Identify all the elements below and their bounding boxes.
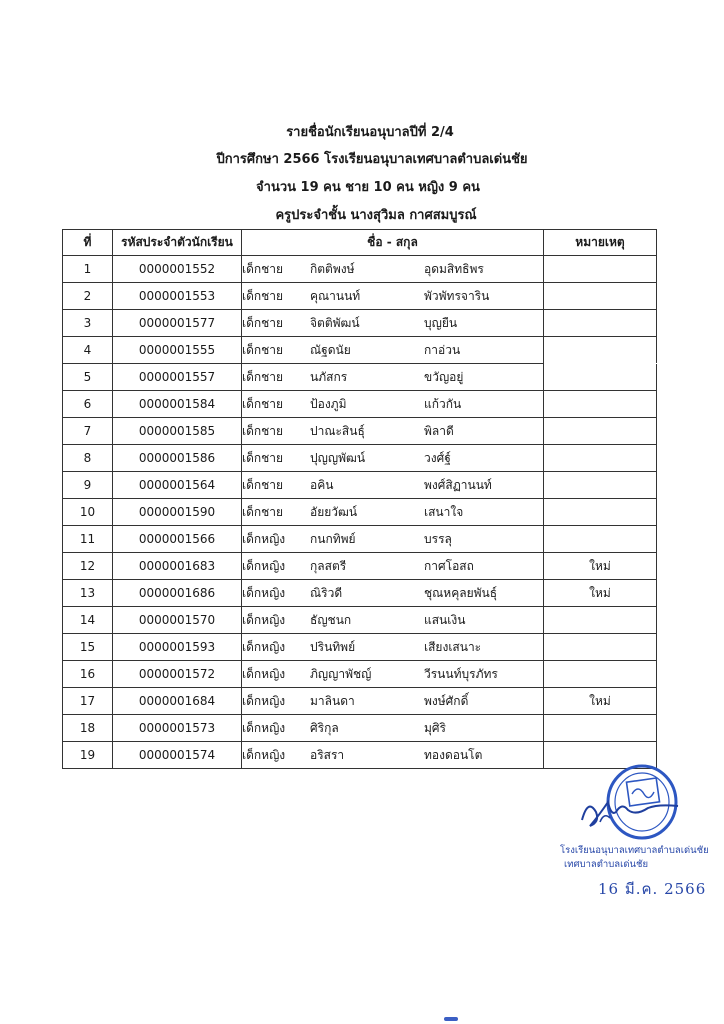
title-prefix: เด็กชาย: [242, 369, 284, 384]
remark: [544, 499, 657, 526]
last-name: เสียงเสนาะ: [424, 639, 482, 654]
first-name: อัยยวัฒน์: [310, 504, 358, 519]
table-row: [63, 418, 657, 445]
remark: ใหม่: [544, 580, 657, 607]
student-name: [242, 580, 544, 607]
student-name: [242, 715, 544, 742]
row-number: 11: [63, 526, 113, 553]
student-name: [242, 364, 544, 391]
title-prefix: เด็กชาย: [242, 342, 284, 357]
student-id: 0000001684: [113, 688, 242, 715]
title-prefix: เด็กชาย: [242, 450, 284, 465]
student-name: [242, 688, 544, 715]
row-number: 15: [63, 634, 113, 661]
first-name: ณัฐดนัย: [310, 342, 351, 357]
remark: [544, 445, 657, 472]
student-id: 0000001570: [113, 607, 242, 634]
student-roster-table: [62, 229, 657, 769]
row-number: 10: [63, 499, 113, 526]
student-id: 0000001566: [113, 526, 242, 553]
student-name: [242, 526, 544, 553]
student-name: [242, 256, 544, 283]
student-id: 0000001572: [113, 661, 242, 688]
table-row: [63, 256, 657, 283]
student-name: [242, 742, 544, 769]
row-number: 16: [63, 661, 113, 688]
table-row: [63, 283, 657, 310]
remark: ใหม่: [544, 688, 657, 715]
title-prefix: เด็กชาย: [242, 315, 284, 330]
table-row: [63, 634, 657, 661]
remark: [544, 607, 657, 634]
title-prefix: เด็กหญิง: [242, 558, 286, 573]
stamp-school-name: โรงเรียนอนุบาลเทศบาลตำบลเด่นชัย: [560, 845, 709, 856]
remark: [544, 364, 657, 391]
title-prefix: เด็กชาย: [242, 504, 284, 519]
last-name: พัวพัทรจาริน: [424, 288, 490, 303]
student-name: [242, 418, 544, 445]
last-name: กาอ่วน: [424, 342, 461, 357]
last-name: เสนาใจ: [424, 504, 464, 519]
title-prefix: เด็กหญิง: [242, 720, 286, 735]
table-row: [63, 661, 657, 688]
first-name: กิตติพงษ์: [310, 261, 355, 276]
title-prefix: เด็กหญิง: [242, 612, 286, 627]
student-id: 0000001574: [113, 742, 242, 769]
row-number: 5: [63, 364, 113, 391]
table-header-row: [63, 230, 657, 256]
table-row: [63, 607, 657, 634]
last-name: แก้วกัน: [424, 396, 462, 411]
remark: ใหม่: [544, 553, 657, 580]
student-name: [242, 337, 544, 364]
academic-year-school: ปีการศึกษา 2566 โรงเรียนอนุบาลเทศบาลตำบลเด่นชัย: [216, 152, 528, 167]
stamp-office-name: เทศบาลตำบลเด่นชัย: [564, 859, 649, 870]
remark: [544, 337, 657, 364]
student-id: 0000001552: [113, 256, 242, 283]
last-name: อุดมสิทธิพร: [424, 261, 484, 276]
remark: [544, 391, 657, 418]
student-id: 0000001577: [113, 310, 242, 337]
table-row: [63, 337, 657, 364]
last-name: บุญยืน: [424, 315, 458, 330]
remark: [544, 526, 657, 553]
student-name: [242, 472, 544, 499]
table-row: [63, 715, 657, 742]
student-id: 0000001553: [113, 283, 242, 310]
student-id: 0000001683: [113, 553, 242, 580]
student-id: 0000001557: [113, 364, 242, 391]
remark: [544, 715, 657, 742]
first-name: ปรินทิพย์: [310, 639, 356, 654]
row-number: 9: [63, 472, 113, 499]
student-id: 0000001584: [113, 391, 242, 418]
homeroom-teacher: ครูประจำชั้น นางสุวิมล กาศสมบูรณ์: [275, 208, 477, 223]
row-number: 13: [63, 580, 113, 607]
student-id: 0000001573: [113, 715, 242, 742]
student-name: [242, 553, 544, 580]
first-name: อริสรา: [310, 747, 345, 762]
title-prefix: เด็กชาย: [242, 477, 284, 492]
table-row: [63, 472, 657, 499]
row-number: 19: [63, 742, 113, 769]
student-id: 0000001585: [113, 418, 242, 445]
last-name: กาศโอสถ: [424, 558, 474, 573]
remark: [544, 310, 657, 337]
first-name: กนกทิพย์: [310, 531, 356, 546]
table-row: [63, 310, 657, 337]
stamp-date: 16 มี.ค. 2566: [598, 880, 707, 898]
title-prefix: เด็กหญิง: [242, 693, 286, 708]
first-name: ศิริกุล: [310, 720, 339, 735]
document-title: รายชื่อนักเรียนอนุบาลปีที่ 2/4: [286, 125, 454, 140]
student-id: 0000001686: [113, 580, 242, 607]
last-name: วีรนนท์บุรภัทร: [424, 666, 498, 681]
row-number: 12: [63, 553, 113, 580]
first-name: ป้องภูมิ: [310, 396, 347, 411]
last-name: มุศิริ: [424, 720, 446, 735]
first-name: ณิริวดี: [310, 585, 343, 600]
row-number: 18: [63, 715, 113, 742]
first-name: ปุญญพัฒน์: [310, 450, 366, 465]
table-row: [63, 553, 657, 580]
first-name: นภัสกร: [310, 369, 348, 384]
title-prefix: เด็กหญิง: [242, 639, 286, 654]
remark: [544, 472, 657, 499]
col-header-remarks: หมายเหตุ: [544, 230, 657, 256]
row-number: 6: [63, 391, 113, 418]
table-row: [63, 688, 657, 715]
col-header-student-id: รหัสประจำตัวนักเรียน: [113, 230, 242, 256]
row-number: 1: [63, 256, 113, 283]
title-prefix: เด็กชาย: [242, 261, 284, 276]
row-number: 3: [63, 310, 113, 337]
last-name: ขวัญอยู่: [424, 369, 464, 384]
roster-body: [63, 256, 657, 769]
last-name: พิลาดี: [424, 423, 454, 438]
remark: [544, 634, 657, 661]
remark: [544, 418, 657, 445]
ink-mark: [444, 1017, 458, 1021]
title-prefix: เด็กหญิง: [242, 585, 286, 600]
student-name: [242, 283, 544, 310]
table-row: [63, 580, 657, 607]
first-name: ภิญญาพัชญ์: [310, 666, 372, 681]
student-id: 0000001564: [113, 472, 242, 499]
student-id: 0000001590: [113, 499, 242, 526]
table-row: [63, 526, 657, 553]
last-name: ทองดอนโต: [424, 747, 483, 762]
student-name: [242, 634, 544, 661]
table-row: [63, 391, 657, 418]
student-name: [242, 499, 544, 526]
first-name: กุลสตรี: [310, 558, 347, 573]
row-number: 7: [63, 418, 113, 445]
student-name: [242, 661, 544, 688]
title-prefix: เด็กชาย: [242, 423, 284, 438]
first-name: มาลินดา: [310, 693, 355, 708]
first-name: จิตติพัฒน์: [310, 315, 360, 330]
title-prefix: เด็กชาย: [242, 396, 284, 411]
table-row: [63, 364, 657, 391]
col-header-no: ที่: [63, 230, 113, 256]
student-id: 0000001593: [113, 634, 242, 661]
student-name: [242, 310, 544, 337]
student-count-summary: จำนวน 19 คน ชาย 10 คน หญิง 9 คน: [256, 180, 480, 195]
student-id: 0000001555: [113, 337, 242, 364]
last-name: แสนเงิน: [424, 612, 466, 627]
student-id: 0000001586: [113, 445, 242, 472]
last-name: พงศ์สิฏานนท์: [424, 477, 492, 492]
student-name: [242, 445, 544, 472]
title-prefix: เด็กหญิง: [242, 666, 286, 681]
remark: [544, 661, 657, 688]
title-prefix: เด็กหญิง: [242, 747, 286, 762]
first-name: อคิน: [310, 477, 334, 492]
first-name: ธัญชนก: [310, 612, 352, 627]
row-number: 2: [63, 283, 113, 310]
row-number: 4: [63, 337, 113, 364]
row-number: 8: [63, 445, 113, 472]
last-name: ชุณหคุลยพันธุ์: [424, 585, 498, 600]
first-name: คุณานนท์: [310, 288, 361, 303]
table-row: [63, 499, 657, 526]
student-name: [242, 391, 544, 418]
title-prefix: เด็กชาย: [242, 288, 284, 303]
row-number: 14: [63, 607, 113, 634]
row-number: 17: [63, 688, 113, 715]
last-name: บรรลุ: [424, 531, 452, 546]
last-name: วงศ์ฐ์: [424, 450, 451, 465]
remark: [544, 256, 657, 283]
remark: [544, 283, 657, 310]
title-prefix: เด็กหญิง: [242, 531, 286, 546]
first-name: ปาณะสินธุ์: [310, 423, 365, 438]
last-name: พงษ์ศักดิ์: [424, 693, 469, 708]
student-name: [242, 607, 544, 634]
table-row: [63, 445, 657, 472]
col-header-name: ชื่อ - สกุล: [242, 230, 544, 256]
